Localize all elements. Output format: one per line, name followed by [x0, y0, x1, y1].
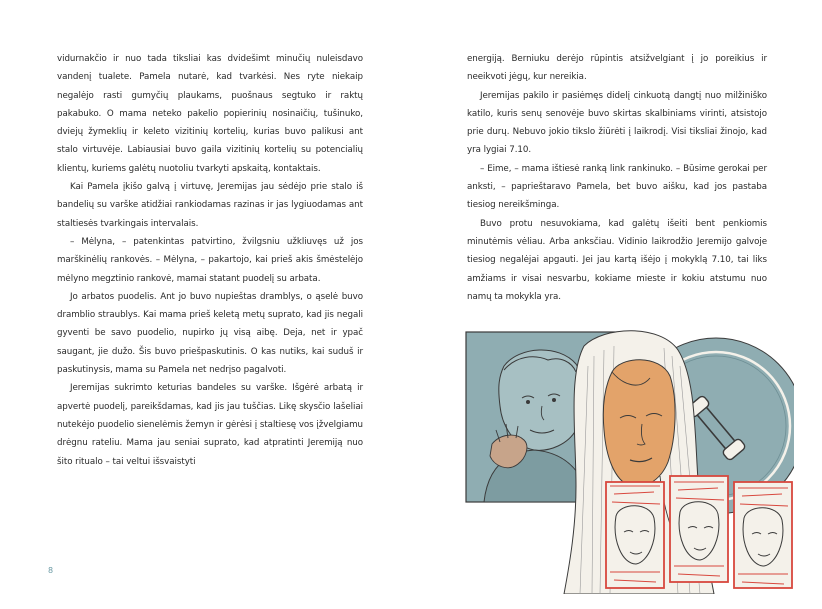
paragraph: – Mėlyna, – patenkintas patvirtino, žvilgsniu užkliuvęs už jos marškinėlių rankovės. – Mėlyna, – pakartojo, kai prieš akis šmėstelėjo mėlyno megztinio rankovė, mamai statant puodelį su arbata.	[57, 236, 363, 284]
paragraph: Jeremijas sukrimto keturias bandeles su varške. Išgėrė arbatą ir apvertė puodelį, pareikšdamas, kad jis jau tuščias. Likę skysčio lašeliai nutekėjo puodelio sienelėmis žemyn ir gėrėsi į staltiesę vos įžvelgiamu drėgnu rateliu. Mama jau seniai suprato, kad atpratinti Jeremiją nuo šito ritualo – tai veltui išsvaistyti	[57, 383, 363, 467]
paragraph: energiją. Berniuku derėjo rūpintis atsižvelgiant į jo poreikius ir neeikvoti jėgų, kur nereikia.	[467, 54, 767, 83]
paragraph: Buvo protu nesuvokiama, kad galėtų išeiti bent penkiomis minutėmis vėliau. Arba anksčiau. Vidinio laikrodžio Jeremijo galvoje tiesiog negalėjai apgauti. Jei jau kartą išėjo į mokyklą 7.10, tai liks amžiams ir visai nesvarbu, kokiame mieste ir kokiu atstumu nuo namų ta mokykla yra.	[467, 218, 767, 302]
paragraph: Kai Pamela įkišo galvą į virtuvę, Jeremijas jau sėdėjo prie stalo iš bandelių su varške atidžiai rankiodamas razinas ir jas lygiuodamas ant staltiesės tvarkingais intervalais.	[57, 182, 363, 229]
paragraph: vidurnakčio ir nuo tada tiksliai kas dvidešimt minučių nuleisdavo vandenį tualete. Pamela nutarė, kad tvarkėsi. Nes ryte niekaip negalėjo rasti gumyčių plaukams, puošnaus segtuko ir raktų pakabuko. O mama neteko pakelio popierinių nosinaičių, tušinuko, dviejų žymeklių ir keleto vizitinių kortelių, kurias buvo palikusi ant stalo virtuvėje. Labiausiai buvo gaila vizitinių kortelių su potencialių klientų, kuriems galėtų nuotoliu tvarkyti apskaitą, kontaktais.	[57, 54, 363, 174]
framed-face-1	[606, 482, 664, 588]
left-page-text	[57, 50, 363, 471]
paragraph: Jo arbatos puodelis. Ant jo buvo nupieštas dramblys, o ąselė buvo dramblio straublys. Kai mama prieš keletą metų suprato, kad jis negali gyventi be savo puodelio, nupirko jų visą aibę. Deja, net ir ypač saugant, jie dužo. Šis buvo priešpaskutinis. O kas nutiks, kai suduš ir paskutinysis, mama su Pamela net nedrįso pagalvoti.	[57, 291, 363, 376]
page-number: 8	[48, 566, 54, 575]
right-page-text	[467, 50, 767, 306]
framed-face-3	[734, 482, 792, 588]
framed-face-2	[670, 476, 728, 582]
red-framed-portraits	[606, 476, 792, 588]
paragraph: – Eime, – mama ištiesė ranką link rankinuko. – Būsime gerokai per anksti, – paprieštaravo Pamela, bet buvo aišku, kad jos pastaba tiesiog nereikšminga.	[467, 163, 767, 211]
paragraph: Jeremijas pakilo ir pasiėmęs didelį cinkuotą dangtį nuo milžiniško katilo, kuris senų senovėje buvo skirtas skalbiniams virinti, atsistojo prie durų. Nebuvo jokio tikslo žiūrėti į laikrodį. Visi tiksliai žinojo, kad yra lygiai 7.10.	[467, 90, 767, 156]
illustration	[464, 326, 794, 594]
